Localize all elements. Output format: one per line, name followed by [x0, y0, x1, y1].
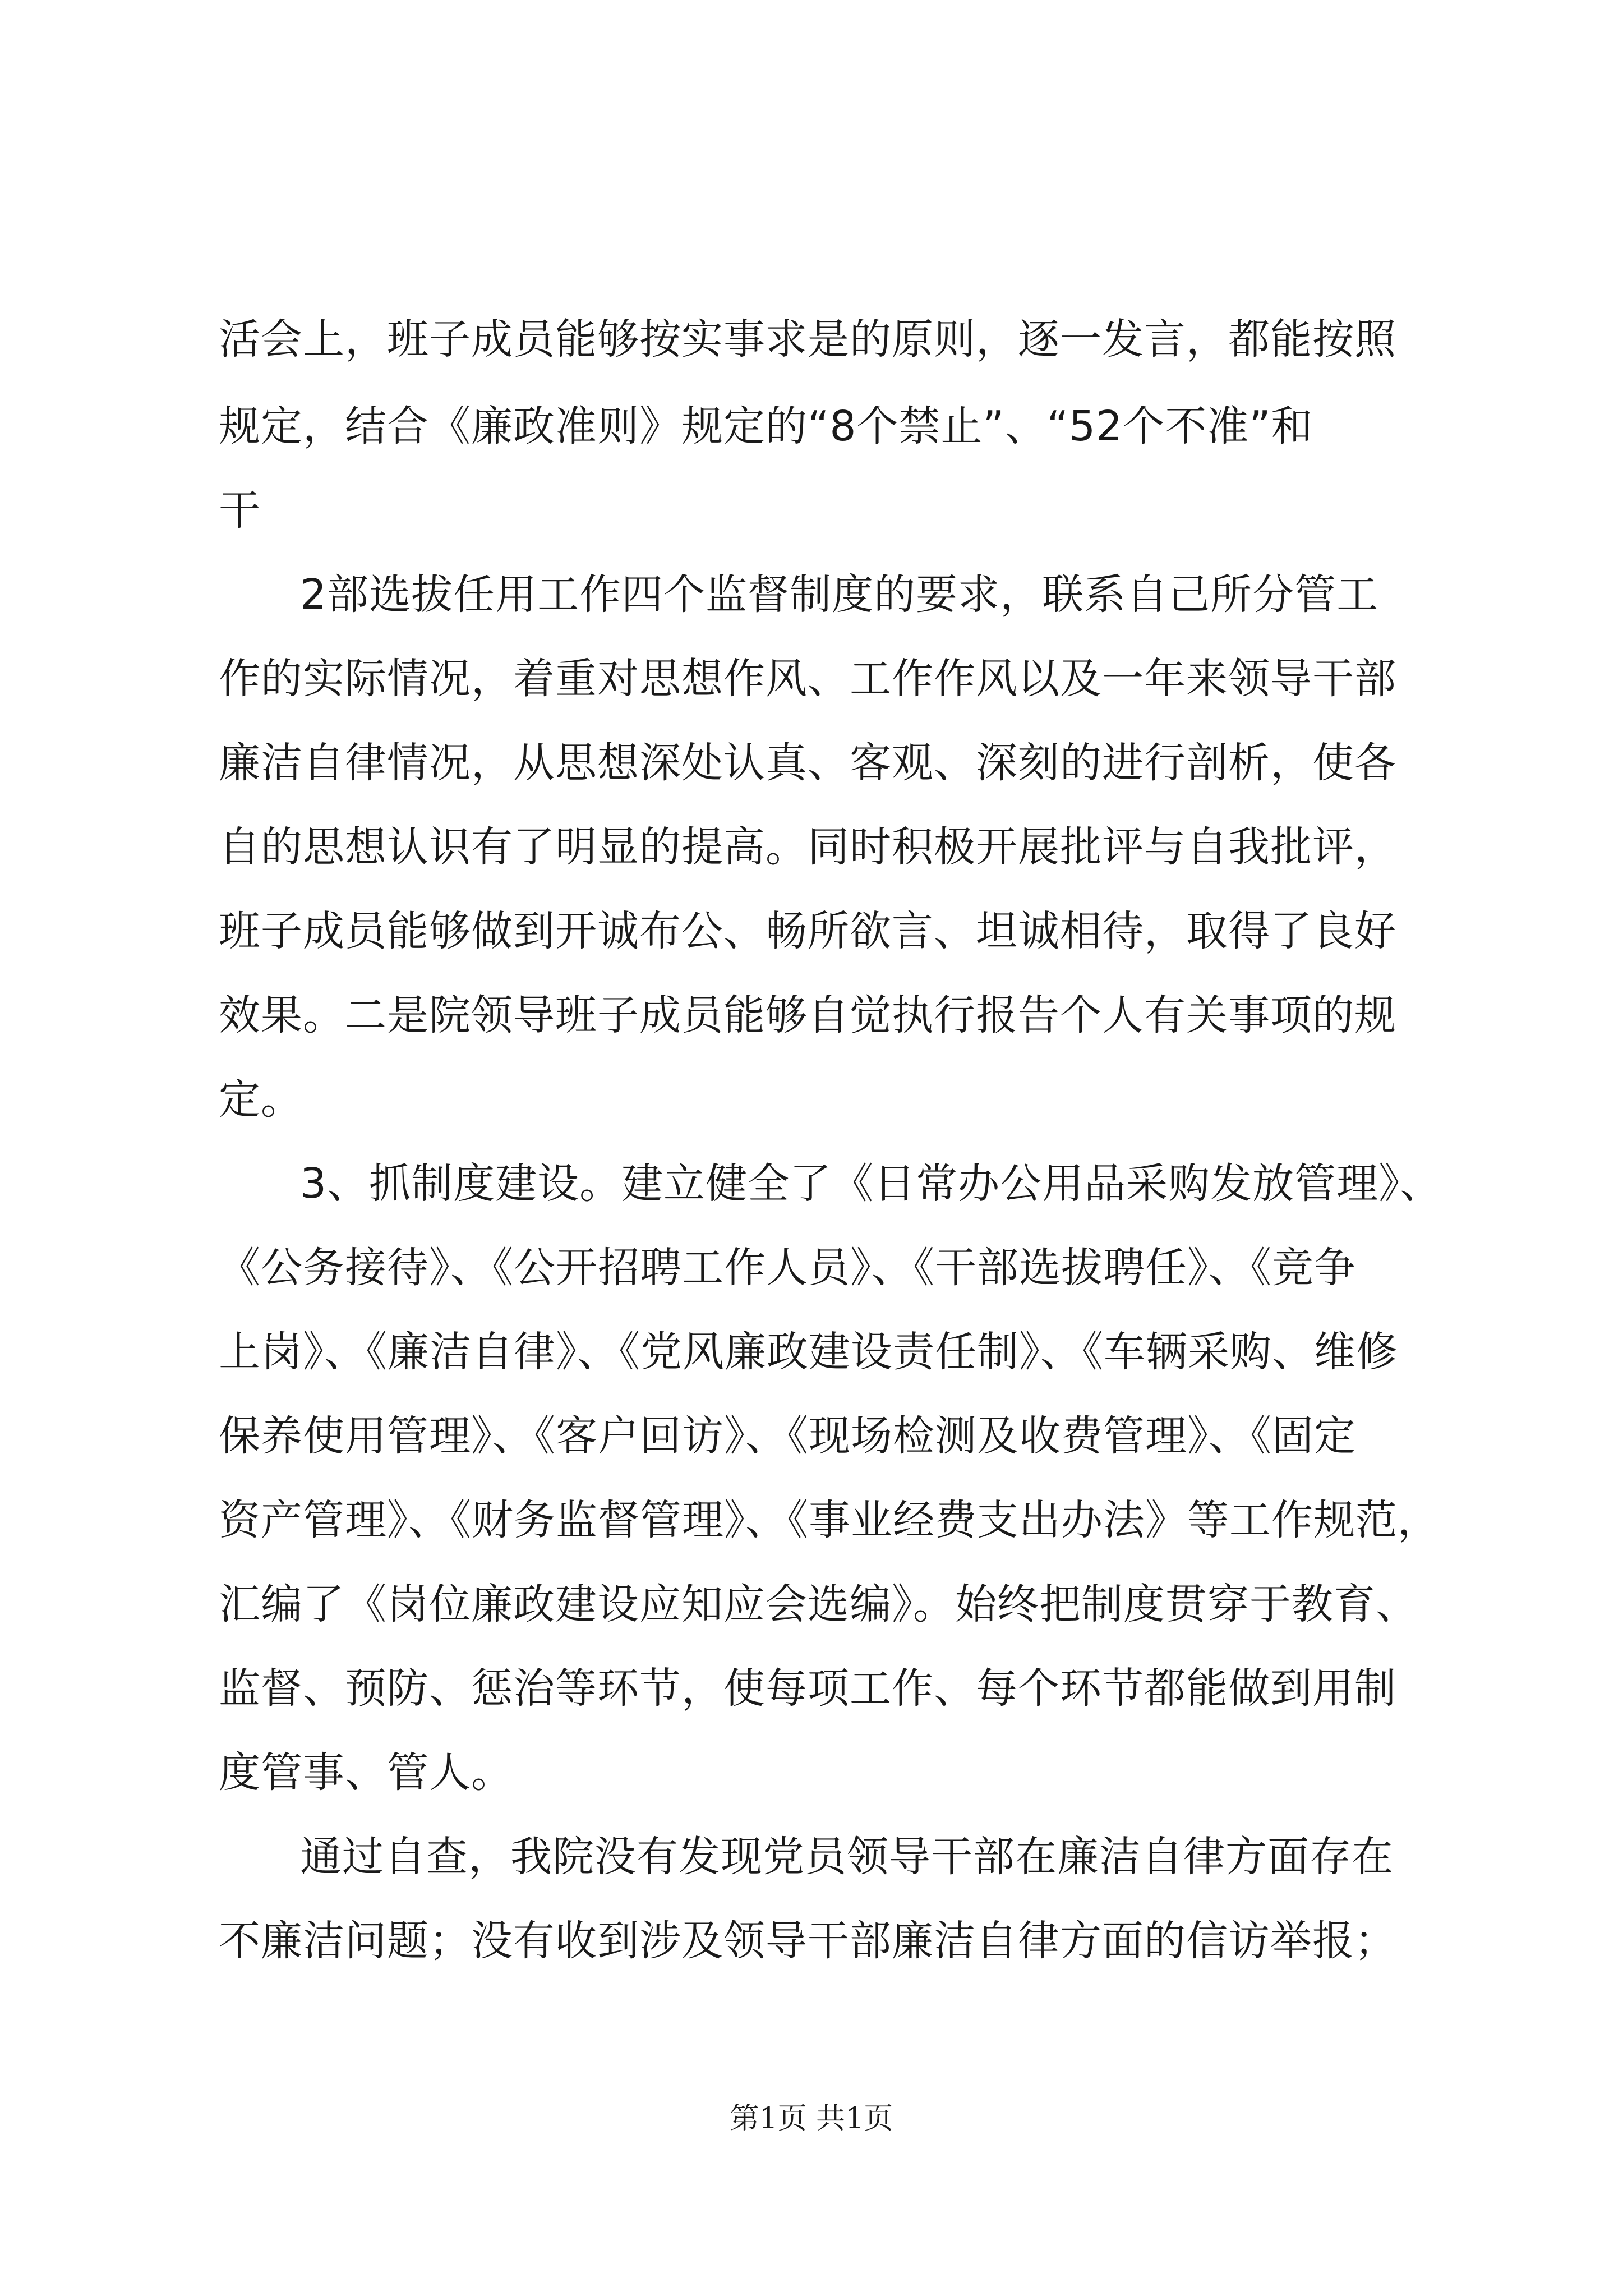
paragraph-start-line: 通过自查，我院没有发现党员领导干部在廉洁自律方面存在	[300, 1833, 1394, 1881]
text-line: 不廉洁问题；没有收到涉及领导干部廉洁自律方面的信访举报；	[219, 1917, 1396, 1965]
paragraph-start-line: 2部选拔任用工作四个监督制度的要求，联系自己所分管工	[300, 570, 1379, 619]
page-number-label: 第1页 共1页	[730, 2102, 893, 2136]
text-line: 《公务接待》、《公开招聘工作人员》、《干部选拔聘任》、《竞争	[219, 1244, 1356, 1292]
text-line: 班子成员能够做到开诚布公、畅所欲言、坦诚相待，取得了良好	[219, 907, 1396, 955]
text-line: 保养使用管理》、《客户回访》、《现场检测及收费管理》、《固定	[219, 1412, 1356, 1460]
text-line: 活会上，班子成员能够按实事求是的原则，逐一发言，都能按照	[219, 315, 1396, 364]
text-line: 干	[219, 486, 261, 535]
text-line: 定。	[219, 1075, 303, 1124]
text-line: 资产管理》、《财务监督管理》、《事业经费支出办法》等工作规范，	[219, 1496, 1440, 1544]
paragraph-start-line: 3、抓制度建设。建立健全了《日常办公用品采购发放管理》、	[300, 1159, 1442, 1208]
text-line: 汇编了《岗位廉政建设应知应会选编》。始终把制度贯穿于教育、	[219, 1580, 1418, 1628]
text-line: 监督、预防、惩治等环节，使每项工作、每个环节都能做到用制	[219, 1664, 1396, 1713]
text-line: 效果。二是院领导班子成员能够自觉执行报告个人有关事项的规	[219, 991, 1396, 1039]
text-line: 廉洁自律情况，从思想深处认真、客观、深刻的进行剖析，使各	[219, 739, 1396, 787]
text-line: 自的思想认识有了明显的提高。同时积极开展批评与自我批评，	[219, 823, 1396, 871]
text-line: 上岗》、《廉洁自律》、《党风廉政建设责任制》、《车辆采购、维修	[219, 1328, 1398, 1376]
text-line: 作的实际情况，着重对思想作风、工作作风以及一年来领导干部	[219, 655, 1396, 703]
text-line: 规定，结合《廉政准则》规定的“8个禁止”、“52个不准”和	[219, 402, 1313, 450]
text-line: 度管事、管人。	[219, 1749, 513, 1797]
page-footer	[0, 2099, 1623, 2138]
